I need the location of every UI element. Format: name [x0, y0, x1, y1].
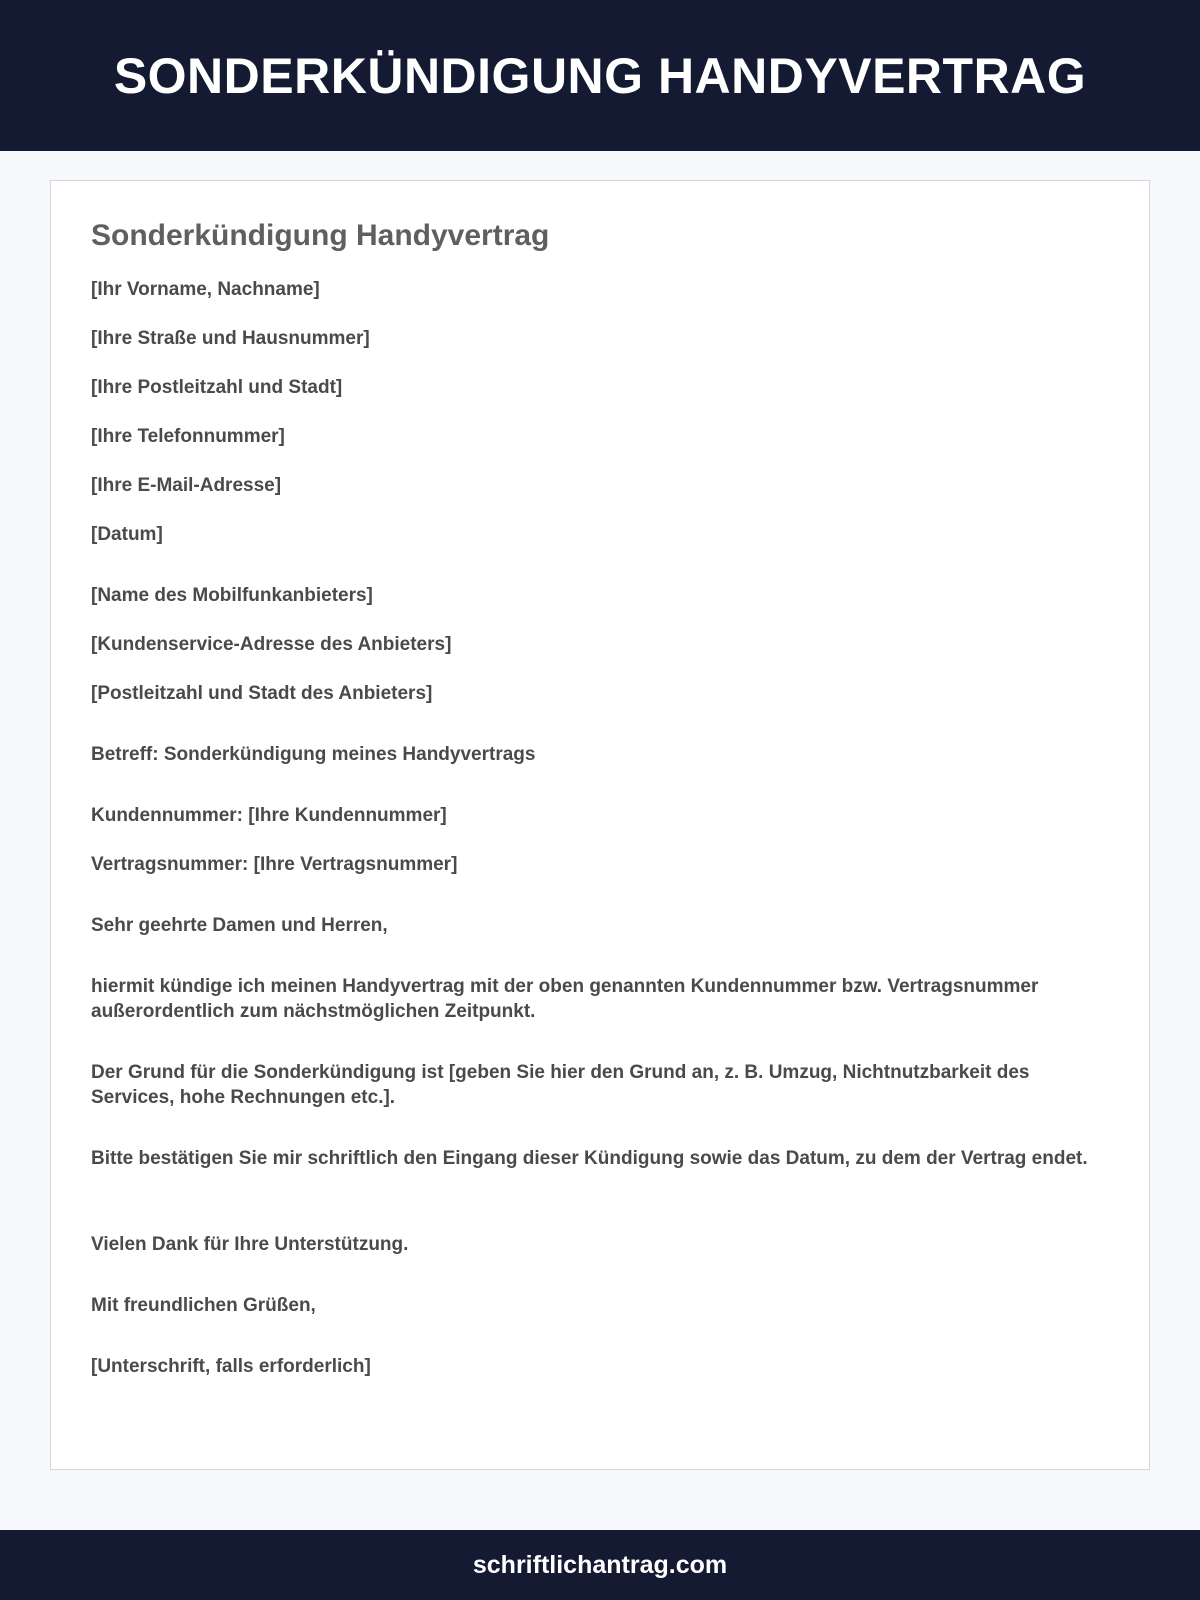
sender-email: [Ihre E-Mail-Adresse]	[91, 475, 282, 496]
paragraph-termination: hiermit kündige ich meinen Handyvertrag mit der oben genannten Kundennummer bzw. Vertragsnummer außerordentlich zum nächstmöglichen Zeitpunkt.	[91, 976, 1039, 1022]
contract-number: Vertragsnummer: [Ihre Vertragsnummer]	[91, 854, 458, 875]
page-footer	[0, 1530, 1200, 1600]
page-header	[0, 0, 1200, 151]
sender-street: [Ihre Straße und Hausnummer]	[91, 328, 370, 349]
recipient-name: [Name des Mobilfunkanbieters]	[91, 585, 373, 606]
recipient-address: [Kundenservice-Adresse des Anbieters]	[91, 634, 452, 655]
signature-placeholder: [Unterschrift, falls erforderlich]	[91, 1356, 371, 1377]
page-title: SONDERKÜNDIGUNG HANDYVERTRAG	[113, 47, 1087, 104]
letter-date: [Datum]	[91, 524, 163, 545]
sender-city: [Ihre Postleitzahl und Stadt]	[91, 377, 343, 398]
recipient-city: [Postleitzahl und Stadt des Anbieters]	[91, 683, 433, 704]
sender-phone: [Ihre Telefonnummer]	[91, 426, 285, 447]
paragraph-reason: Der Grund für die Sonderkündigung ist [geben Sie hier den Grund an, z. B. Umzug, Nichtnutzbarkeit des Services, hohe Rechnungen etc.].	[91, 1062, 1030, 1108]
letter-subject: Betreff: Sonderkündigung meines Handyvertrags	[91, 744, 536, 765]
footer-site-name: schriftlichantrag.com	[472, 1550, 728, 1579]
closing-line: Mit freundlichen Grüßen,	[91, 1295, 316, 1316]
thanks-line: Vielen Dank für Ihre Unterstützung.	[91, 1234, 409, 1255]
salutation: Sehr geehrte Damen und Herren,	[91, 915, 388, 936]
customer-number: Kundennummer: [Ihre Kundennummer]	[91, 805, 447, 826]
paragraph-confirmation: Bitte bestätigen Sie mir schriftlich den Eingang dieser Kündigung sowie das Datum, zu dem der Vertrag endet.	[91, 1148, 1088, 1169]
sender-name: [Ihr Vorname, Nachname]	[91, 279, 320, 300]
letter-title: Sonderkündigung Handyvertrag	[91, 219, 550, 252]
letter-card	[50, 180, 1150, 1470]
